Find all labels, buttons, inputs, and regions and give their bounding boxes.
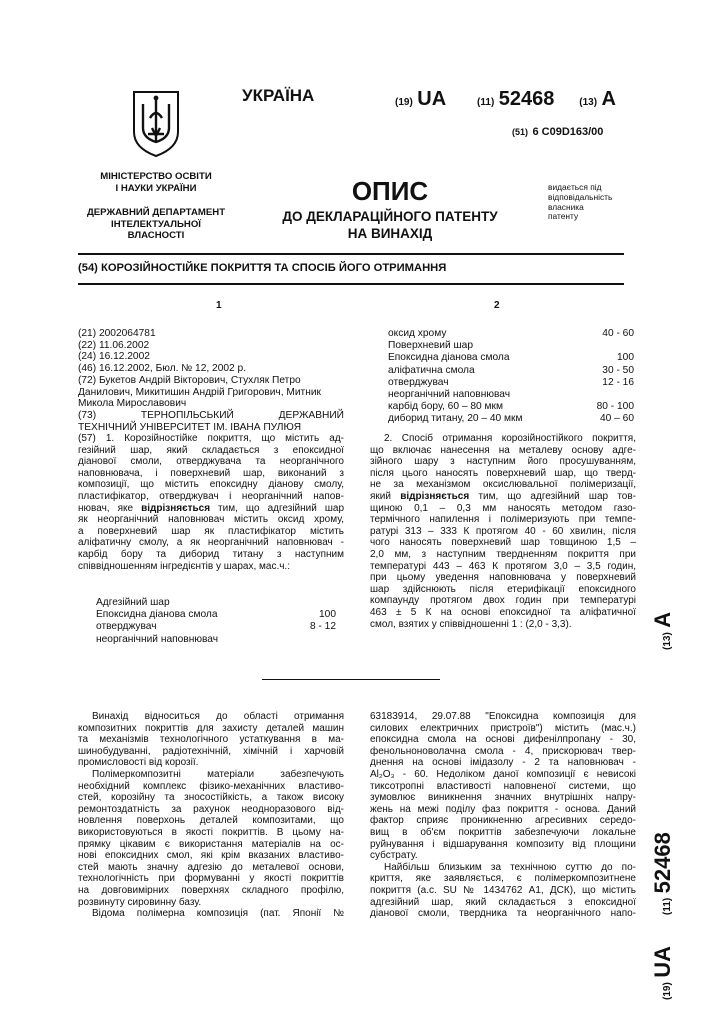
country-name: УКРАЇНА	[242, 86, 315, 105]
document-title: ОПИС	[351, 176, 429, 206]
desc-line: композитних покриттів для захисту деталей машин	[78, 722, 344, 734]
ingredient-name: отверджувач	[388, 376, 449, 388]
ingredient-value: 40 – 60	[600, 413, 634, 425]
claim-2-line-distinguishing	[370, 491, 636, 503]
vertical-kind-code	[650, 560, 690, 650]
desc-line: прямку цікавим є використання матеріалів на ос-	[78, 838, 344, 850]
desc-line: жень на межі поділу фаз покриття - основа. Даний	[370, 803, 636, 815]
code-11: (11)	[477, 97, 495, 108]
desc-line: епоксидна смола на основі дифенілпропану - 30,	[370, 734, 636, 746]
ingredient-name: Епоксидна діанова смола	[96, 609, 218, 621]
desc-line: криття, яке заявляється, є полімеркомпозитнене	[370, 873, 636, 885]
code-19: (19)	[395, 97, 413, 108]
claim-2-line: при цьому уведення наповнювача у поверхневий	[370, 572, 636, 584]
patent-number: 52468	[498, 88, 555, 110]
claim-2-line: температурі 443 – 463 К протягом 3,0 – 3,5 годин,	[370, 560, 636, 572]
claim-2-line: 2,0 мм, з наступним твердненням покриття при	[370, 548, 636, 560]
composition-table-surface	[388, 328, 634, 426]
issued-note-line-2: відповідальність	[548, 191, 613, 202]
table-row	[388, 352, 634, 364]
desc-line: Відома полімерна композиція (пат. Японії №	[92, 908, 344, 920]
claim-1-text: тим, що адгезійний шар	[210, 502, 345, 514]
claim-2-line: 463 ± 5 К на основі епоксидної та аліфатичної	[370, 606, 636, 618]
desc-line: субстрату.	[370, 850, 418, 862]
claim-2-line: після цього наносять поверхневий шар, що тверд-	[370, 467, 636, 479]
issued-note-line-3: власника	[548, 201, 584, 212]
description-left	[78, 711, 344, 920]
desc-line: технологічність при формуванні у якості покриттів	[78, 873, 344, 885]
desc-line: адгезійний шар, який складається з епоксидної	[370, 896, 636, 908]
desc-line: на довговимірних поверхнях складного профілю,	[78, 884, 344, 896]
claim-1-line: (57) 1. Корозійностійке покриття, що містить ад-	[78, 433, 344, 444]
ipc-value: 6 C09D163/00	[532, 126, 604, 138]
document-subtitle-1: ДО ДЕКЛАРАЦІЙНОГО ПАТЕНТУ	[282, 209, 498, 224]
table-row	[388, 377, 634, 389]
ministry-line-1: МІНІСТЕРСТВО ОСВІТИ	[100, 171, 212, 182]
claim-2-line: зійного шару з наступним його просушуванням,	[370, 456, 636, 468]
table-row	[388, 413, 634, 425]
ingredient-value	[588, 389, 634, 401]
ingredient-value	[290, 634, 336, 646]
desc-line: діанової смоли, твердника та неорганічного напо-	[370, 908, 636, 920]
claim-1-line: композиції, що містить епоксидну діанову смолу,	[78, 479, 344, 491]
claim-1-line: пластифікатор, отверджувач і неорганічний напов-	[78, 490, 344, 502]
table-heading: Адгезійний шар	[96, 597, 170, 608]
desc-line: днення на основі імідазолу - 2 та наповнювач -	[370, 757, 636, 769]
column-number-2: 2	[494, 300, 500, 311]
ingredient-name: карбід бору, 60 – 80 мкм	[388, 401, 503, 413]
field-73-line-2: ТЕХНІЧНИЙ УНІВЕРСИТЕТ ІМ. ІВАНА ПУЛЮЯ	[78, 421, 302, 433]
field-22: (22) 11.06.2002	[78, 339, 150, 351]
table-row	[388, 340, 634, 352]
desc-line: розвинуту сировинну базу.	[78, 896, 202, 908]
claim-1-text: нювач, яке	[78, 502, 142, 514]
code-13: (13)	[579, 97, 598, 108]
claim-2-line: шар здійснюють після етерифікації епоксидного	[370, 583, 636, 595]
ingredient-value	[588, 340, 634, 352]
claim-2-text: тим, що адгезійний шар тов-	[469, 490, 636, 502]
ingredient-value: 30 - 50	[602, 364, 634, 376]
department-line-2: ІНТЕЛЕКТУАЛЬНОЇ	[111, 218, 201, 230]
claim-1-line: співвідношенням інгредієнтів у шарах, мас.ч.:	[78, 560, 290, 572]
vertical-kind-code-text	[650, 612, 676, 650]
claim-1-line-distinguishing	[78, 503, 344, 515]
claim-1-keyword: відрізняється	[141, 502, 211, 514]
table-row	[388, 389, 634, 401]
claim-1-line: як неорганічний наповнювач містить оксид хрому,	[78, 514, 344, 526]
document-subtitle-2: НА ВИНАХІД	[347, 226, 433, 241]
desc-line: стей мають значну адгезію до металевої основи,	[78, 861, 344, 873]
desc-line: необхідний комплекс фізико-механічних властиво-	[78, 780, 344, 792]
invention-title: (54) КОРОЗІЙНОСТІЙКЕ ПОКРИТТЯ ТА СПОСІБ ЙОГО ОТРИМАННЯ	[78, 262, 447, 274]
table-row	[96, 609, 336, 621]
claim-2-line: чого наносять поверхневий шар товщиною 1,5 –	[370, 537, 636, 549]
claim-1-line: діанової смоли, отверджувача та неорганічного	[78, 456, 344, 468]
ingredient-name: Епоксидна діанова смола	[388, 352, 510, 364]
ingredient-name: неорганічний наповнювач	[388, 389, 511, 401]
field-24: (24) 16.12.2002	[78, 351, 150, 363]
claim-1-line: карбід бору та диборид титану з наступним	[78, 548, 344, 560]
description-right	[370, 711, 636, 920]
table-row	[388, 401, 634, 413]
table-row	[96, 634, 336, 646]
desc-line: тиксотропні властивості наповненої системи, що	[370, 780, 636, 792]
ingredient-value: 80 - 100	[596, 401, 634, 413]
claim-2-line: термічного напилення і полімеризують при темпе-	[370, 514, 636, 526]
desc-line: 63183914, 29.07.88 "Епоксидна композиція для	[370, 711, 636, 722]
desc-line: фактор сприяє проникненню агресивних середо-	[370, 815, 636, 827]
section-divider	[262, 679, 440, 680]
claim-1-line: аліфатичну смолу, а як неорганічний наповнювач -	[78, 537, 344, 549]
desc-line: Полімеркомпозитні матеріали забезпечують	[92, 768, 344, 780]
field-72-line-2: Данилович, Микитишин Андрій Григорович, Митник	[78, 386, 321, 398]
title-rule-bottom	[78, 283, 624, 285]
sidebar-code-13: (13)	[662, 632, 673, 650]
claim-2-line: що включає нанесення на металеву основу адге-	[370, 444, 636, 456]
desc-line: Винахід відноситься до області отримання	[92, 711, 344, 722]
department-line-1: ДЕРЖАВНИЙ ДЕПАРТАМЕНТ	[86, 207, 226, 218]
country-code: UA	[417, 88, 447, 110]
ipc-classification	[512, 122, 603, 140]
ingredient-name: неорганічний наповнювач	[96, 633, 219, 645]
desc-line: Al₂O₃ - 60. Недоліком даної композиції є невисокі	[370, 768, 636, 780]
desc-line: зумовлює виникнення значних внутрішніх напру-	[370, 792, 636, 804]
ministry-name	[88, 171, 224, 194]
desc-line: новлення поверхонь деталей композитами, що	[78, 815, 344, 827]
claim-2-line: компаунду протягом двох годин при температурі	[370, 595, 636, 607]
ingredient-value: 8 - 12	[309, 621, 336, 633]
field-72-line-3: Микола Мирославович	[78, 398, 187, 410]
ingredient-value: 100	[319, 609, 336, 621]
field-72-line-1: (72) Букетов Андрій Вікторович, Стухляк Петро	[78, 374, 301, 386]
desc-line: стей, корозійну та зносостійкість, а також високу	[78, 792, 344, 804]
vertical-patent-number-text	[650, 832, 690, 1000]
claim-2-line: не за механізмом оксислювальної полімеризації,	[370, 479, 636, 491]
table-row	[96, 621, 336, 633]
claim-2-line: щиною 0,1 – 0,3 мм наносять методом газо-	[370, 502, 636, 514]
desc-line: руйнування і відшарування композиту від площини	[370, 838, 636, 850]
desc-line: ремонтоздатність за рахунок неодноразового від-	[78, 803, 344, 815]
ministry-line-2: І НАУКИ УКРАЇНИ	[115, 182, 197, 194]
ingredient-name: оксид хрому	[388, 328, 447, 339]
sidebar-country-code: UA	[650, 945, 675, 978]
sidebar-patent-number: 52468	[650, 832, 675, 894]
table-row	[388, 328, 634, 340]
desc-line: силових електричних пристроїв") містить (мас.ч.)	[370, 722, 636, 734]
patent-number-line	[395, 88, 616, 111]
ingredient-value: 12 - 16	[602, 376, 634, 388]
bibliographic-data	[78, 328, 344, 433]
sidebar-kind: A	[650, 611, 675, 628]
claim-2-keyword: відрізняється	[400, 490, 470, 502]
claim-2-text: який	[370, 490, 401, 502]
department-line-3: ВЛАСНОСТІ	[127, 230, 185, 241]
desc-line: шинобудуванні, радіотехнічній, хімічній і харчовій	[78, 745, 344, 757]
table-row	[388, 365, 634, 377]
ingredient-value: 100	[617, 352, 634, 364]
desc-line: нові епоксидних смол, які крім вказаних властиво-	[78, 850, 344, 862]
issued-note-line-1: видається під	[548, 182, 602, 192]
sidebar-code-19: (19)	[662, 982, 673, 1000]
field-21: (21) 2002064781	[78, 328, 156, 339]
composition-table-adhesive	[96, 597, 336, 646]
ingredient-name: Поверхневий шар	[388, 340, 474, 352]
claim-1	[78, 433, 344, 572]
claim-1-line: а поверхневий шар як пластифікатор містить	[78, 525, 344, 537]
claim-2-line: 2. Спосіб отримання корозійностійкого покриття,	[384, 433, 636, 444]
ingredient-value: 40 - 60	[602, 328, 634, 339]
claim-1-line: наповнювача, і поверхневий шар, виконаний з	[78, 467, 344, 479]
patent-kind: A	[601, 88, 616, 110]
field-46: (46) 16.12.2002, Бюл. № 12, 2002 р.	[78, 363, 247, 375]
desc-line: та механізмів технологічного устаткування в ма-	[78, 734, 344, 746]
sidebar-code-11: (11)	[662, 897, 673, 916]
desc-line: промисловості від корозії.	[78, 757, 199, 769]
ingredient-name: отверджувач	[96, 621, 157, 633]
column-number-1: 1	[216, 300, 222, 311]
desc-line: вищ в об'єм покриттів забезпечуючи локальне	[370, 826, 636, 838]
ipc-code: (51)	[512, 127, 529, 137]
title-rule-top	[78, 253, 624, 255]
ingredient-name: диборид титану, 20 – 40 мкм	[388, 413, 523, 425]
vertical-patent-number	[650, 740, 710, 1000]
desc-line: фенольноноволачна смола - 4, прискорювач твер-	[370, 745, 636, 757]
ingredient-name: аліфатична смола	[388, 364, 475, 376]
desc-line: Найбільш близьким за технічною суттю до по-	[384, 861, 636, 873]
desc-line: покриття (а.с. SU № 1434762 А1, ДСК), що містить	[370, 884, 636, 896]
coat-of-arms-emblem	[130, 88, 182, 158]
desc-line: використовуються в якості покриттів. В цьому на-	[78, 826, 344, 838]
claim-1-line: гезійний шар, який складається з епоксидної	[78, 444, 344, 456]
issued-note	[548, 183, 612, 222]
claim-2-line: ратурі 313 – 333 К протягом 40 - 60 хвилин, після	[370, 525, 636, 537]
claim-2	[370, 433, 636, 630]
department-name	[78, 207, 234, 242]
field-73-line-1: (73) ТЕРНОПІЛЬСЬКИЙ ДЕРЖАВНИЙ	[78, 409, 344, 421]
issued-note-line-4: патенту	[548, 211, 579, 222]
claim-2-line: смол, взятих у співвідношенні 1 : (2,0 - 3,3).	[370, 618, 572, 630]
